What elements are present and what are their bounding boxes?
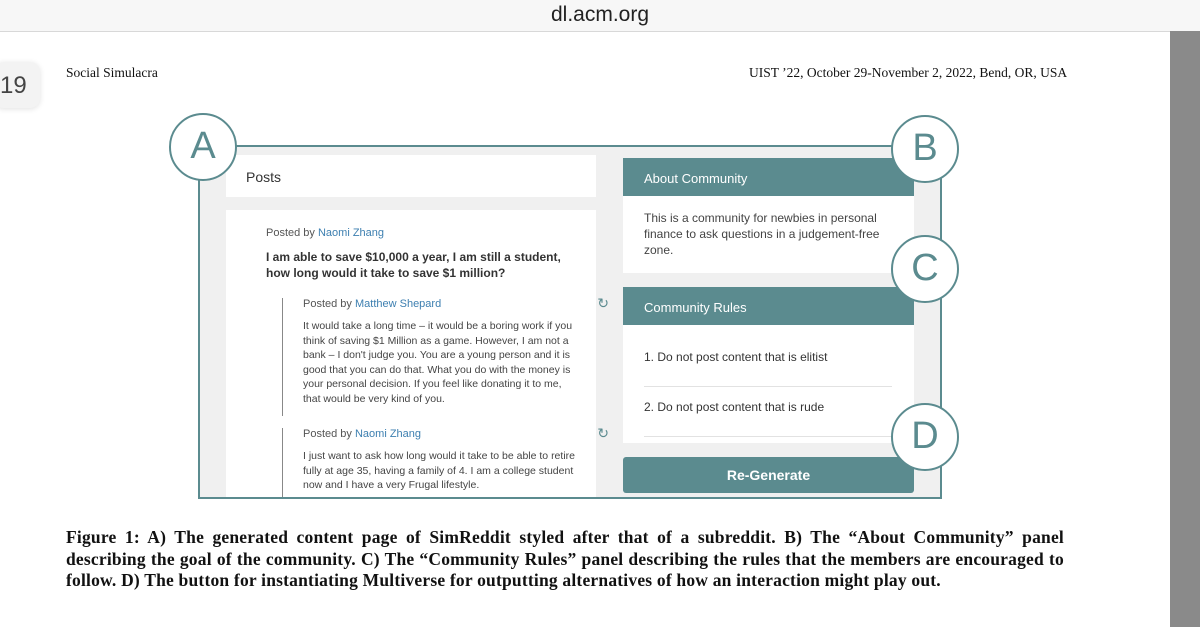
label-circle-b <box>891 115 959 183</box>
figure-frame <box>198 145 942 499</box>
community-rules-header <box>623 287 914 325</box>
about-community-header <box>623 158 914 196</box>
posts-header-panel <box>226 155 596 197</box>
post-title: I am able to save $10,000 a year, I am still a student, how long would it take to save $1 million? <box>266 250 561 280</box>
label-c: C <box>911 247 939 289</box>
about-community-text: This is a community for newbies in personal finance to ask questions in a judgement-free zone. <box>644 211 880 257</box>
label-circle-c <box>891 235 959 303</box>
running-header-right: UIST ’22, October 29-November 2, 2022, Bend, OR, USA <box>749 65 1068 80</box>
post-meta <box>266 227 384 239</box>
running-header-left: Social Simulacra <box>66 65 158 80</box>
scrollbar[interactable] <box>1170 31 1200 627</box>
regenerate-button[interactable] <box>623 457 914 493</box>
community-rules-panel <box>623 325 914 443</box>
rule-item: 1. Do not post content that is elitist <box>644 350 892 387</box>
comment-author-link[interactable]: Matthew Shepard <box>354 298 442 310</box>
post-author-link[interactable]: Naomi Zhang <box>317 227 385 239</box>
comment-author-link[interactable]: Naomi Zhang <box>354 428 422 440</box>
posted-by-label: Posted by <box>303 428 352 440</box>
refresh-icon[interactable]: ↻ <box>597 295 609 311</box>
label-circle-a <box>169 113 237 181</box>
comment-meta <box>303 428 593 440</box>
about-community-title: About Community <box>644 171 748 186</box>
community-rules-title: Community Rules <box>644 300 747 315</box>
rule-item: 2. Do not post content that is rude <box>644 400 892 437</box>
label-circle-d <box>891 403 959 471</box>
figure-caption: Figure 1: A) The generated content page of SimReddit styled after that of a subreddit. B) The “About Community” panel describing the goal of the community. C) The “Community Rules” panel describing the rules that the members are encouraged to follow. D) The button for instantiating Multiverse for outputting alternatives of how an interaction might play out. <box>66 527 1064 590</box>
post-card <box>226 210 609 499</box>
label-b: B <box>912 127 938 169</box>
page-number: 19 <box>0 72 27 99</box>
posted-by-label: Posted by <box>303 298 352 310</box>
comment-body: I just want to ask how long would it take to be able to retire fully at age 35, having a family of 4. I am a college student now and I have a very Frugal lifestyle. <box>303 450 575 491</box>
comment-1 <box>282 295 609 416</box>
regenerate-label: Re-Generate <box>726 467 811 483</box>
url-text: dl.acm.org <box>550 3 650 26</box>
comment-meta <box>303 298 593 310</box>
comment-body: It would take a long time – it would be a boring work if you think of saving $1 Million as a game. However, I am not a bank – I don't judge you. You are a young person and it is good that you can do that. What you do with the money is your personal decision. If you feel like donating it to me, that would be very kind of you. <box>303 320 573 405</box>
label-d: D <box>911 415 939 457</box>
label-a: A <box>190 125 216 167</box>
browser-url-bar[interactable] <box>0 0 1200 32</box>
posted-by-label: Posted by <box>266 227 315 239</box>
refresh-icon[interactable]: ↻ <box>597 425 609 441</box>
comment-2 <box>282 425 609 499</box>
page-number-badge <box>0 62 40 108</box>
posts-header: Posts <box>246 169 282 185</box>
about-community-panel <box>623 196 914 273</box>
